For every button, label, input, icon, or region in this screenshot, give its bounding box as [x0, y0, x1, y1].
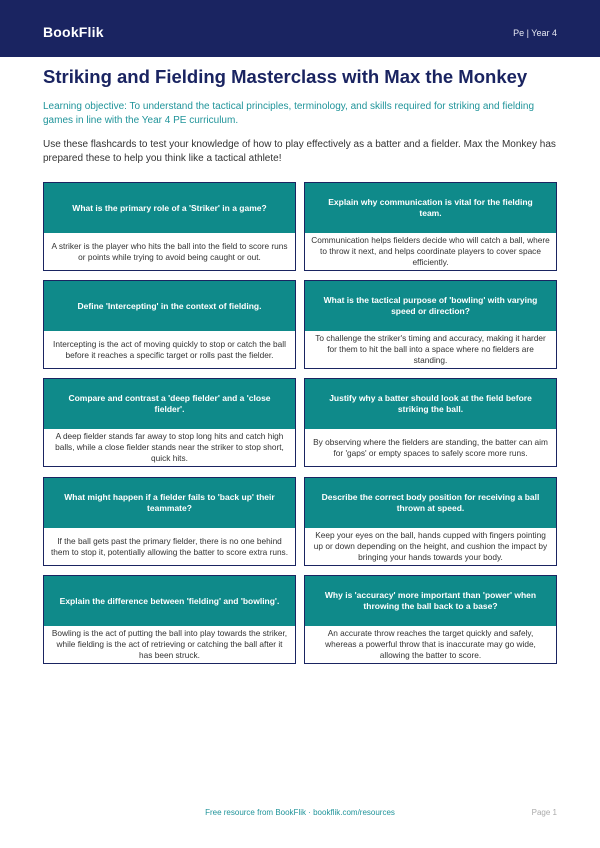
flashcard-answer	[44, 626, 295, 663]
question-text: Why is 'accuracy' more important than 'power' when throwing the ball back to a base?	[324, 590, 537, 611]
flashcard-question	[305, 576, 556, 626]
answer-text: An accurate throw reaches the target quickly and safely, whereas a powerful throw that is inaccurate may go wide, allowing the batter to score.	[325, 628, 536, 660]
flashcard[interactable]	[304, 280, 557, 369]
flashcard[interactable]	[43, 575, 296, 664]
answer-text: Keep your eyes on the ball, hands cupped with fingers pointing up or down depending on the height, and cushion the impact by bringing your hands towards your body.	[313, 530, 548, 562]
flashcard-question	[305, 281, 556, 331]
flashcard-answer	[305, 626, 556, 663]
flashcard[interactable]	[43, 280, 296, 369]
flashcard[interactable]	[304, 477, 557, 566]
flashcard[interactable]	[43, 182, 296, 271]
flashcard[interactable]	[304, 378, 557, 467]
question-text: What is the tactical purpose of 'bowling' with varying speed or direction?	[323, 295, 538, 316]
question-text: Compare and contrast a 'deep fielder' and a 'close fielder'.	[68, 393, 271, 414]
answer-text: If the ball gets past the primary fielder, there is no one behind them to stop it, potentially allowing the batter to score extra runs.	[50, 535, 289, 557]
flashcard-question	[305, 478, 556, 528]
answer-text: Intercepting is the act of moving quickly to stop or catch the ball before it reaches a specific target or rolls past the fielder.	[53, 338, 286, 360]
intro-text: Use these flashcards to test your knowledge of how to play effectively as a batter and a fielder. Max the Monkey has prepared these to help you think like a tactical athlete!	[43, 139, 556, 164]
flashcard-answer	[44, 528, 295, 565]
brand-logo[interactable]: BookFlik	[43, 24, 104, 40]
flashcard-question	[44, 576, 295, 626]
answer-text: Communication helps fielders decide who will catch a ball, where to throw it next, and helps coordinate players to cover space efficiently.	[311, 235, 550, 267]
question-text: Justify why a batter should look at the field before striking the ball.	[329, 393, 532, 414]
question-text: Describe the correct body position for receiving a ball thrown at speed.	[321, 492, 540, 513]
flashcard-question	[44, 478, 295, 528]
flashcard[interactable]	[304, 575, 557, 664]
question-text: Define 'Intercepting' in the context of fielding.	[77, 300, 262, 311]
flashcard-answer	[305, 233, 556, 270]
question-text: What might happen if a fielder fails to 'back up' their teammate?	[64, 492, 275, 513]
answer-text: To challenge the striker's timing and accuracy, making it harder for them to hit the ball into a space where no fielders are standing.	[315, 333, 546, 365]
question-text: What is the primary role of a 'Striker' in a game?	[72, 202, 267, 213]
flashcard-question	[44, 379, 295, 429]
breadcrumb: Pe | Year 4	[513, 28, 557, 38]
top-banner	[0, 0, 600, 57]
flashcard[interactable]	[304, 182, 557, 271]
flashcard[interactable]	[43, 477, 296, 566]
flashcard-question	[305, 379, 556, 429]
question-text: Explain the difference between 'fielding' and 'bowling'.	[59, 595, 280, 606]
answer-text: A striker is the player who hits the ball into the field to score runs or points while trying to avoid being caught or out.	[51, 240, 288, 262]
footer-credit[interactable]: Free resource from BookFlik · bookflik.com/resources	[205, 808, 395, 817]
flashcard[interactable]	[43, 378, 296, 467]
flashcard-question	[305, 183, 556, 233]
page-title: Striking and Fielding Masterclass with Max the Monkey	[43, 66, 528, 87]
flashcard-answer	[44, 429, 295, 466]
page-number: Page 1	[531, 808, 557, 817]
flashcard-question	[44, 281, 295, 331]
flashcard-answer	[305, 429, 556, 466]
answer-text: Bowling is the act of putting the ball into play towards the striker, while fielding is the act of retrieving or catching the ball after it has been struck.	[51, 628, 288, 660]
flashcard-question	[44, 183, 295, 233]
flashcard-answer	[305, 331, 556, 368]
flashcard-answer	[44, 331, 295, 368]
flashcard-answer	[44, 233, 295, 270]
question-text: Explain why communication is vital for the fielding team.	[328, 197, 533, 218]
learning-objective: Learning objective: To understand the tactical principles, terminology, and skills required for striking and fielding games in line with the Year 4 PE curriculum.	[43, 101, 535, 126]
answer-text: A deep fielder stands far away to stop long hits and catch high balls, while a close fielder stands near the striker to stop short, quick hits.	[55, 431, 284, 463]
answer-text: By observing where the fielders are standing, the batter can aim for 'gaps' or empty spaces to safely score more runs.	[313, 436, 548, 458]
flashcard-answer	[305, 528, 556, 565]
